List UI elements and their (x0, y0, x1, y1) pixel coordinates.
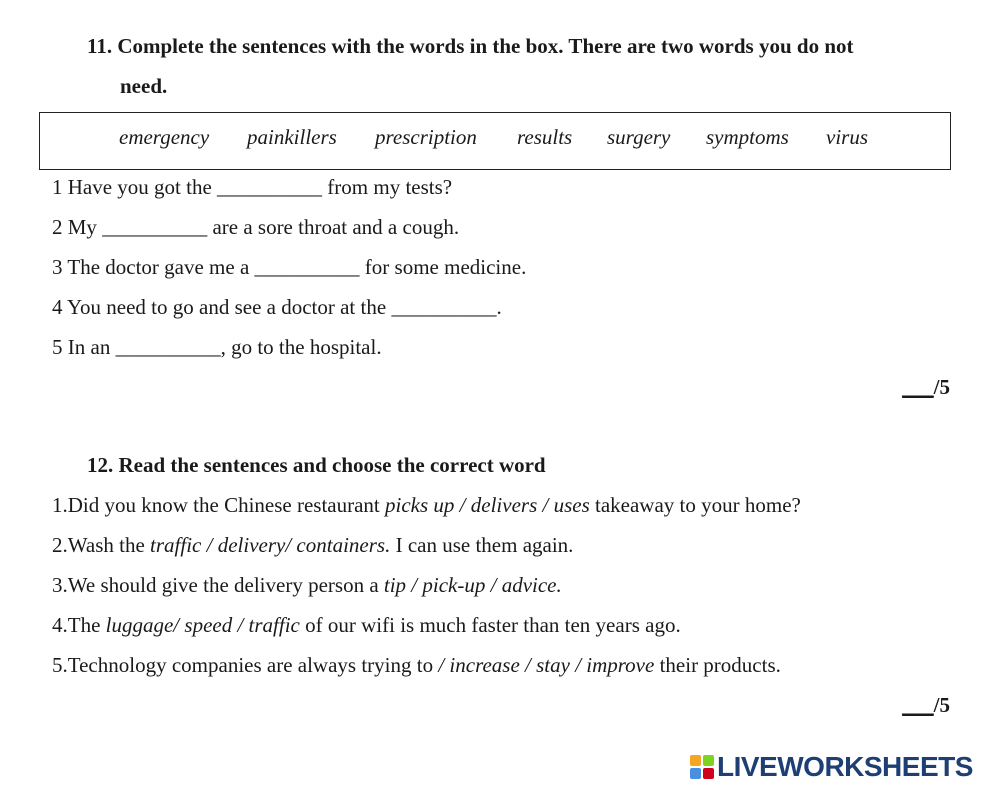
word-options[interactable]: tip / pick-up / advice. (383, 573, 562, 597)
exercise-11-title: 11. Complete the sentences with the words in the box. There are two words you do not (87, 34, 854, 58)
word-options[interactable]: / increase / stay / improve (438, 653, 655, 677)
exercise-12-sentence-1: 1.Did you know the Chinese restaurant picks up / delivers / uses takeaway to your home? (52, 493, 801, 517)
word-box-item: prescription (375, 125, 477, 149)
word-box-item: painkillers (247, 125, 337, 149)
answer-blank[interactable]: __________ (217, 175, 323, 199)
answer-blank[interactable]: __________ (254, 255, 360, 279)
word-box-item: emergency (119, 125, 210, 149)
liveworksheets-logo-icon (690, 755, 714, 779)
exercise-12-title: 12. Read the sentences and choose the correct word (87, 453, 546, 477)
exercise-12-sentence-5: 5.Technology companies are always trying to / increase / stay / improve their products. (52, 653, 781, 677)
word-options[interactable]: traffic / delivery/ containers. (150, 533, 391, 557)
word-box (39, 112, 951, 170)
word-box-item: symptoms (706, 125, 789, 149)
exercise-11-score: ___/5 (902, 375, 950, 399)
exercise-11-sentence-3: 3 The doctor gave me a __________ for some medicine. (52, 255, 527, 279)
exercise-12-score: ___/5 (902, 693, 950, 717)
exercise-12-sentence-2: 2.Wash the traffic / delivery/ containers. I can use them again. (52, 533, 574, 557)
exercise-11-sentence-2: 2 My __________ are a sore throat and a cough. (52, 215, 460, 239)
exercise-11-sentence-1: 1 Have you got the __________ from my tests? (52, 175, 453, 199)
answer-blank[interactable]: __________ (391, 295, 497, 319)
word-options[interactable]: picks up / delivers / uses (385, 493, 590, 517)
answer-blank[interactable]: __________ (115, 335, 221, 359)
exercise-11-sentence-4: 4 You need to go and see a doctor at the __________. (52, 295, 502, 319)
exercise-11-title-continued: need. (120, 74, 168, 98)
brand-name: LIVEWORKSHEETS (717, 751, 973, 782)
liveworksheets-logo[interactable] (690, 752, 973, 782)
exercise-11-sentence-5: 5 In an __________, go to the hospital. (52, 335, 382, 359)
answer-blank[interactable]: __________ (102, 215, 208, 239)
exercise-12-sentence-3: 3.We should give the delivery person a tip / pick-up / advice. (52, 573, 562, 597)
word-box-item: virus (826, 125, 868, 149)
word-box-item: surgery (607, 125, 671, 149)
word-box-item: results (517, 125, 573, 149)
word-options[interactable]: luggage/ speed / traffic (105, 613, 300, 637)
exercise-12-sentence-4: 4.The luggage/ speed / traffic of our wifi is much faster than ten years ago. (52, 613, 681, 637)
